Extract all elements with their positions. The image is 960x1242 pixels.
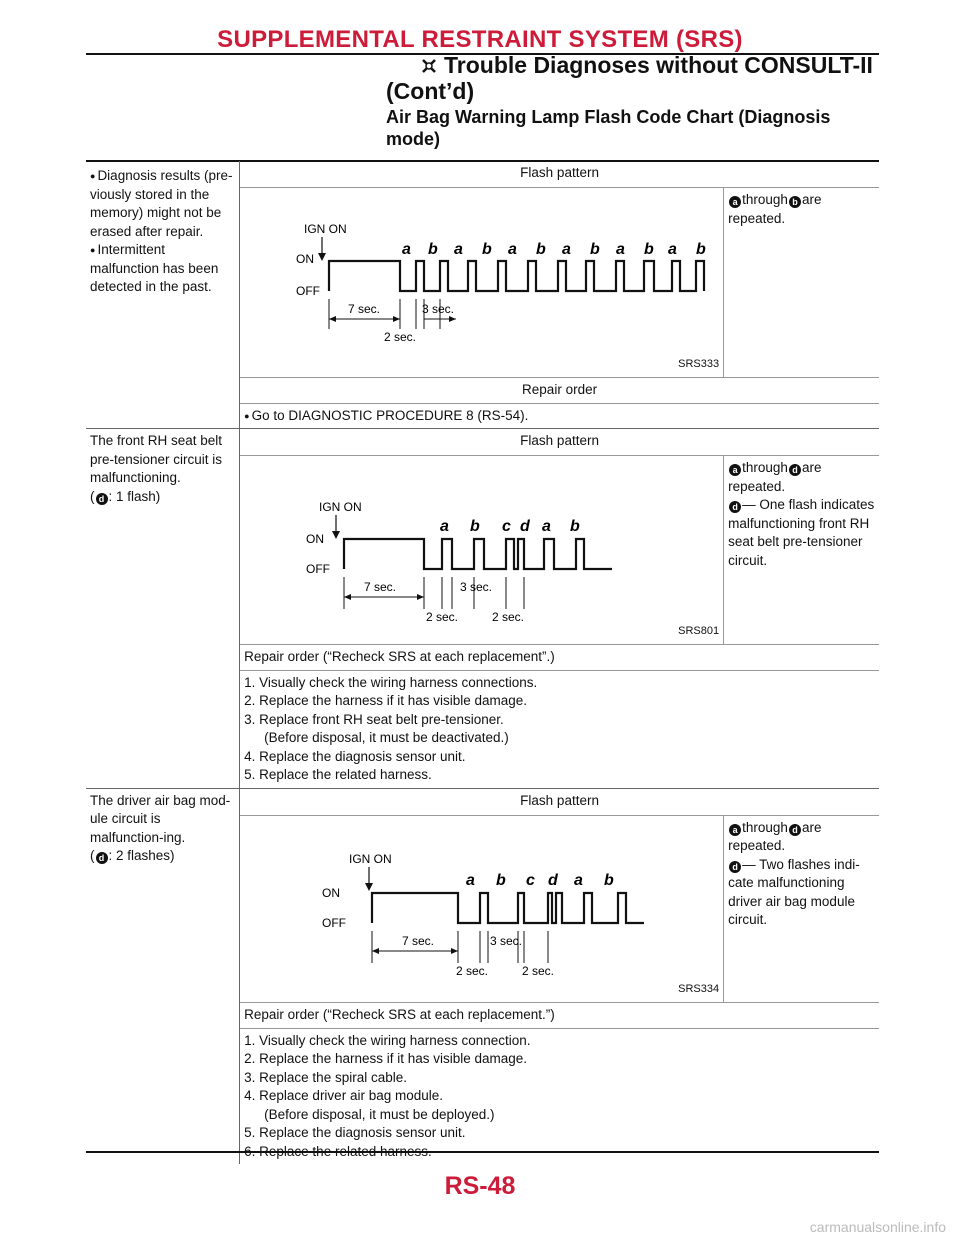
svg-text:a: a xyxy=(440,518,450,535)
repair-order-header: Repair order (“Recheck SRS at each replacement”.) xyxy=(240,645,879,671)
svg-text:a: a xyxy=(562,241,572,258)
svg-text:a: a xyxy=(616,241,626,258)
figure-id: SRS334 xyxy=(678,982,720,995)
svg-text:c: c xyxy=(502,518,512,535)
svg-text:b: b xyxy=(696,241,706,258)
svg-text:2 sec.: 2 sec. xyxy=(384,330,417,344)
figure-id: SRS801 xyxy=(678,624,720,637)
svg-text:OFF: OFF xyxy=(322,915,347,930)
flash-pattern-header: Flash pattern xyxy=(520,165,599,180)
repair-order-header: Repair order (“Recheck SRS at each replacement.”) xyxy=(240,1003,879,1029)
svg-text:b: b xyxy=(590,241,600,258)
table-bottom-rule xyxy=(86,1151,879,1153)
page-title: Trouble Diagnoses without CONSULT-II (Cont’d) xyxy=(386,52,873,104)
svg-text:a: a xyxy=(668,241,678,258)
svg-text:c: c xyxy=(526,871,536,889)
svg-text:7 sec.: 7 sec. xyxy=(348,302,381,316)
wrench-icon xyxy=(420,54,438,72)
svg-text:2 sec.: 2 sec. xyxy=(492,610,525,624)
page-number: RS-48 xyxy=(444,1172,516,1200)
svg-text:ON: ON xyxy=(322,885,341,900)
svg-text:a: a xyxy=(542,518,552,535)
svg-text:ON: ON xyxy=(296,252,315,266)
row-front-rh-pretensioner xyxy=(86,429,879,456)
svg-text:b: b xyxy=(470,518,480,535)
svg-text:b: b xyxy=(644,241,654,258)
svg-text:IGN ON: IGN ON xyxy=(319,500,362,514)
svg-text:2 sec.: 2 sec. xyxy=(426,610,459,624)
svg-text:b: b xyxy=(428,241,438,258)
repair-steps: 1. Visually check the wiring harness connections. 2. Replace the harness if it has visible damage. 3. Replace front RH seat belt pre-tensioner. (Before disposal, it must be deactivated.) 4. Replace the diagnosis sensor unit. 5. Replace the related harness. xyxy=(240,670,879,788)
svg-text:b: b xyxy=(482,241,492,258)
flash-pattern-diagram xyxy=(244,191,719,366)
svg-text:d: d xyxy=(520,518,530,535)
repair-order-header: Repair order xyxy=(240,378,879,404)
chart-caption: Air Bag Warning Lamp Flash Code Chart (Diagnosis mode) xyxy=(386,107,831,149)
flash-pattern-diagram xyxy=(244,459,719,634)
pattern-note: a through d are repeated. d — Two flashes indi-cate malfunctioning driver air bag module circuit. xyxy=(724,815,879,1003)
svg-text:OFF: OFF xyxy=(306,562,331,576)
flash-code-table xyxy=(86,161,879,1164)
repair-steps: 1. Visually check the wiring harness connection. 2. Replace the harness if it has visible damage. 3. Replace the spiral cable. 4. Replace driver air bag module. (Before disposal, it must be deployed.) 5. Replace the diagnosis sensor unit. xyxy=(240,1028,879,1164)
condition-cell: ● Diagnosis results (pre-viously stored in the memory) might not be erased after repair. ● Intermittent malfunction has been detected in the past. xyxy=(86,161,240,429)
svg-text:d: d xyxy=(548,871,558,889)
svg-text:a: a xyxy=(454,241,464,258)
flash-pattern-diagram xyxy=(244,819,719,994)
condition-cell: The driver air bag mod-ule circuit is malfunction-ing. ( d : 2 flashes) xyxy=(86,788,240,1164)
row-stored-results xyxy=(86,161,879,188)
svg-text:a: a xyxy=(574,871,584,889)
svg-text:3 sec.: 3 sec. xyxy=(422,302,455,316)
figure-id: SRS333 xyxy=(678,357,720,370)
svg-text:a: a xyxy=(508,241,518,258)
flash-pattern-figure xyxy=(240,188,724,378)
svg-text:ON: ON xyxy=(306,532,325,546)
flash-pattern-header: Flash pattern xyxy=(240,429,879,456)
svg-text:b: b xyxy=(604,871,614,889)
svg-text:a: a xyxy=(466,871,476,889)
svg-text:7 sec.: 7 sec. xyxy=(402,933,435,948)
svg-text:IGN ON: IGN ON xyxy=(349,851,392,866)
row-driver-air-bag xyxy=(86,788,879,815)
svg-text:a: a xyxy=(402,241,412,258)
repair-step: ● Go to DIAGNOSTIC PROCEDURE 8 (RS-54). xyxy=(240,403,879,429)
svg-text:IGN ON: IGN ON xyxy=(304,222,347,236)
svg-text:2 sec.: 2 sec. xyxy=(456,963,489,978)
condition-cell: The front RH seat belt pre-tensioner circuit is malfunctioning. ( d : 1 flash) xyxy=(86,429,240,789)
svg-text:b: b xyxy=(570,518,580,535)
svg-text:2 sec.: 2 sec. xyxy=(522,963,555,978)
section-title: SUPPLEMENTAL RESTRAINT SYSTEM (SRS) xyxy=(217,26,743,53)
svg-text:b: b xyxy=(496,871,506,889)
flash-pattern-header: Flash pattern xyxy=(240,788,879,815)
svg-text:7 sec.: 7 sec. xyxy=(364,580,397,594)
svg-text:3 sec.: 3 sec. xyxy=(490,933,523,948)
pattern-note: a through d are repeated. d — One flash indicates malfunctioning front RH seat belt pre-tensioner circuit. xyxy=(724,456,879,645)
svg-text:b: b xyxy=(536,241,546,258)
svg-text:OFF: OFF xyxy=(296,284,321,298)
pattern-note: a through b are repeated. xyxy=(724,188,879,378)
flash-pattern-figure xyxy=(240,456,724,645)
flash-pattern-figure xyxy=(240,815,724,1003)
svg-text:3 sec.: 3 sec. xyxy=(460,580,493,594)
watermark: carmanualsonline.info xyxy=(809,1219,946,1235)
